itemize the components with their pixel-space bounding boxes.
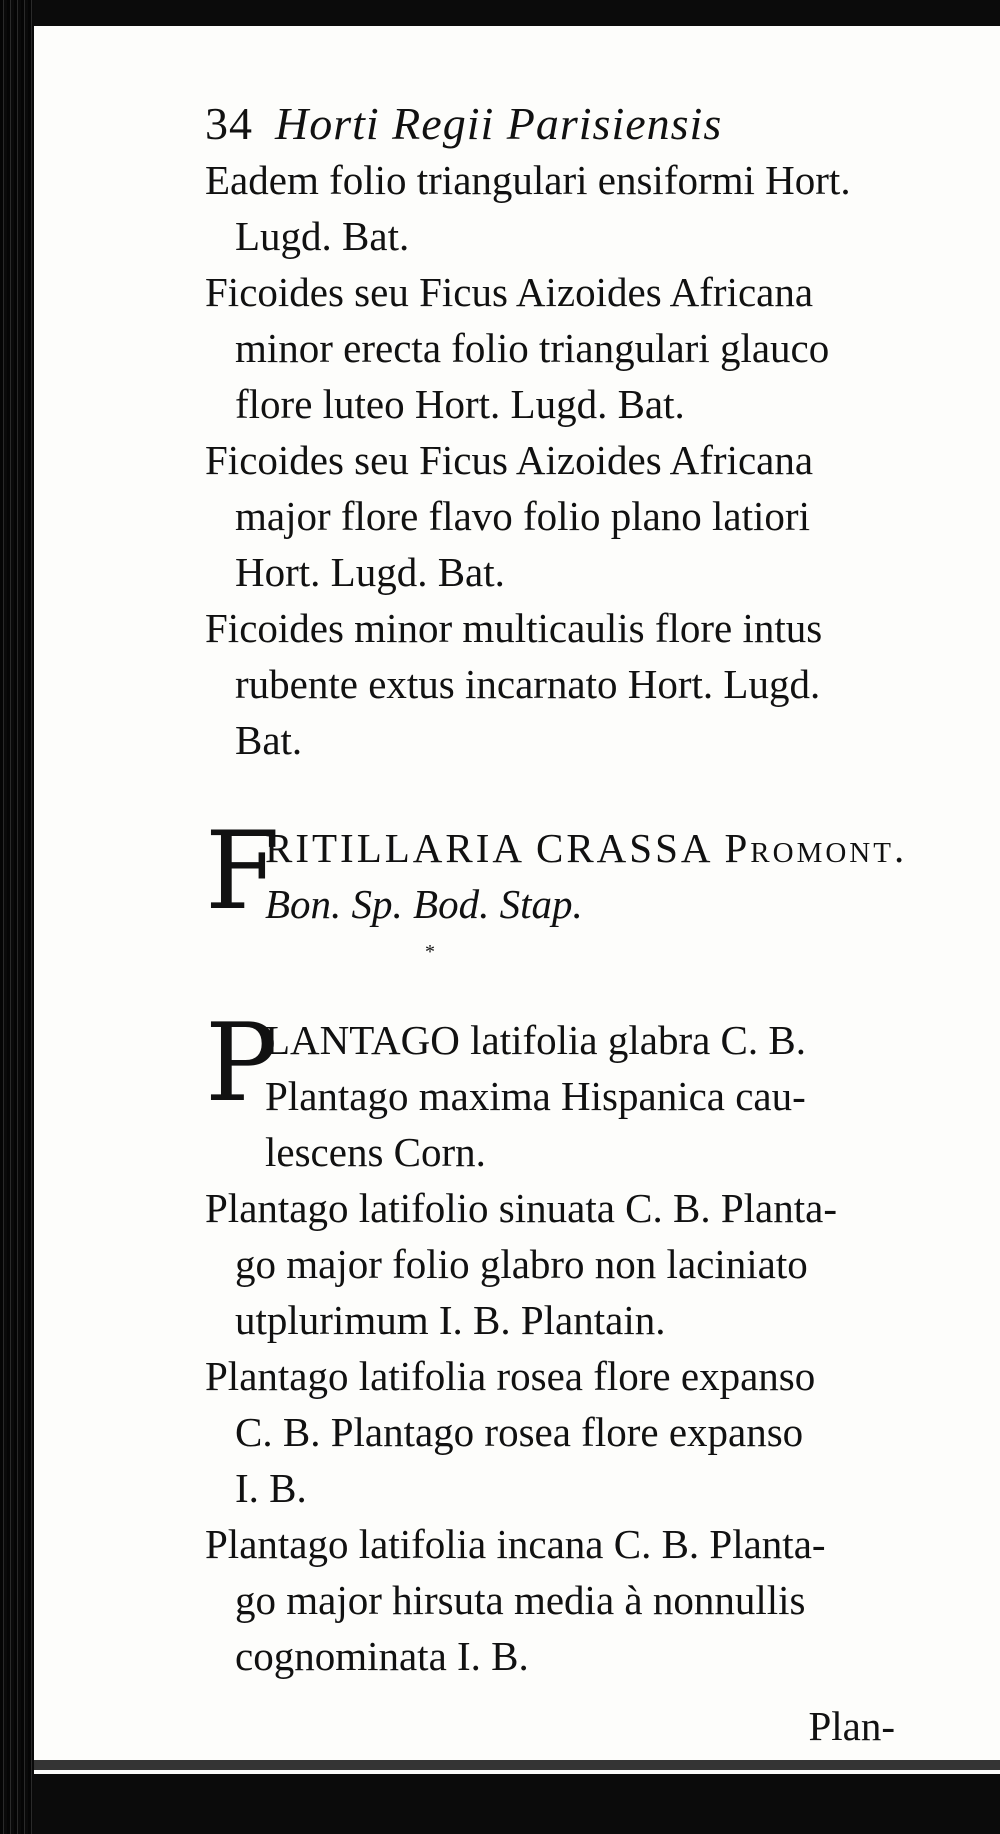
entry-first-line: Ficoides seu Ficus Aizoides Africana xyxy=(205,269,814,315)
catalog-entry xyxy=(205,264,925,432)
entry-continuation-line: Bat. xyxy=(235,717,303,763)
plantago-line-2: Plantago maxima Hispanica cau- xyxy=(265,1073,806,1119)
entry-first-line: Plantago latifolia rosea flore expanso xyxy=(205,1353,816,1399)
catalog-entry xyxy=(205,1348,925,1516)
plantago-line-3: lescens Corn. xyxy=(265,1129,486,1175)
plantago-line-1: LANTAGO latifolia glabra C. B. xyxy=(265,1017,806,1063)
catalog-entry xyxy=(205,1180,925,1348)
entry-continuation-line: flore luteo Hort. Lugd. Bat. xyxy=(235,381,685,427)
entry-first-line: Plantago latifolia incana C. B. Planta- xyxy=(205,1521,826,1567)
fritillaria-line-2: Bon. Sp. Bod. Stap. xyxy=(265,881,583,927)
entry-first-line: Ficoides minor multicaulis flore intus xyxy=(205,605,823,651)
drop-cap-f: F xyxy=(205,809,280,934)
entry-first-line: Eadem folio triangulari ensiformi Hort. xyxy=(205,157,851,203)
entry-continuation-line: utplurimum I. B. Plantain. xyxy=(235,1297,666,1343)
entry-first-line: Ficoides seu Ficus Aizoides Africana xyxy=(205,437,814,483)
entries-bottom xyxy=(205,1180,925,1684)
entries-top xyxy=(205,152,925,768)
running-head xyxy=(205,96,925,152)
running-title: Horti Regii Parisiensis xyxy=(275,98,723,149)
entry-fritillaria xyxy=(205,809,925,934)
catalog-entry xyxy=(205,152,925,264)
page-bottom-edge xyxy=(34,1760,1000,1770)
catalog-entry xyxy=(205,600,925,768)
page-text xyxy=(205,96,925,1754)
book-gutter xyxy=(0,0,34,1834)
fritillaria-line-1: RITILLARIA CRASSA Promont. xyxy=(265,825,908,871)
entry-continuation-line: Lugd. Bat. xyxy=(235,213,410,259)
entry-first-line: Plantago latifolio sinuata C. B. Planta- xyxy=(205,1185,837,1231)
entry-continuation-line: C. B. Plantago rosea flore expanso xyxy=(235,1409,804,1455)
entry-continuation-line: cognominata I. B. xyxy=(235,1633,529,1679)
entry-continuation-line: Hort. Lugd. Bat. xyxy=(235,549,505,595)
entry-continuation-line: I. B. xyxy=(235,1465,307,1511)
catchword: Plan- xyxy=(808,1703,895,1749)
entry-continuation-line: go major hirsuta media à nonnullis xyxy=(235,1577,806,1623)
catalog-entry xyxy=(205,1516,925,1684)
entry-continuation-line: go major folio glabro non laciniato xyxy=(235,1241,808,1287)
entry-continuation-line: minor erecta folio triangulari glauco xyxy=(235,325,830,371)
section-ornament: * xyxy=(425,941,435,963)
entry-continuation-line: major flore flavo folio plano latiori xyxy=(235,493,810,539)
page-number: 34 xyxy=(205,98,253,149)
catalog-entry xyxy=(205,432,925,600)
entry-continuation-line: rubente extus incarnato Hort. Lugd. xyxy=(235,661,821,707)
entry-plantago xyxy=(205,1001,925,1180)
drop-cap-p: P xyxy=(205,1001,278,1126)
